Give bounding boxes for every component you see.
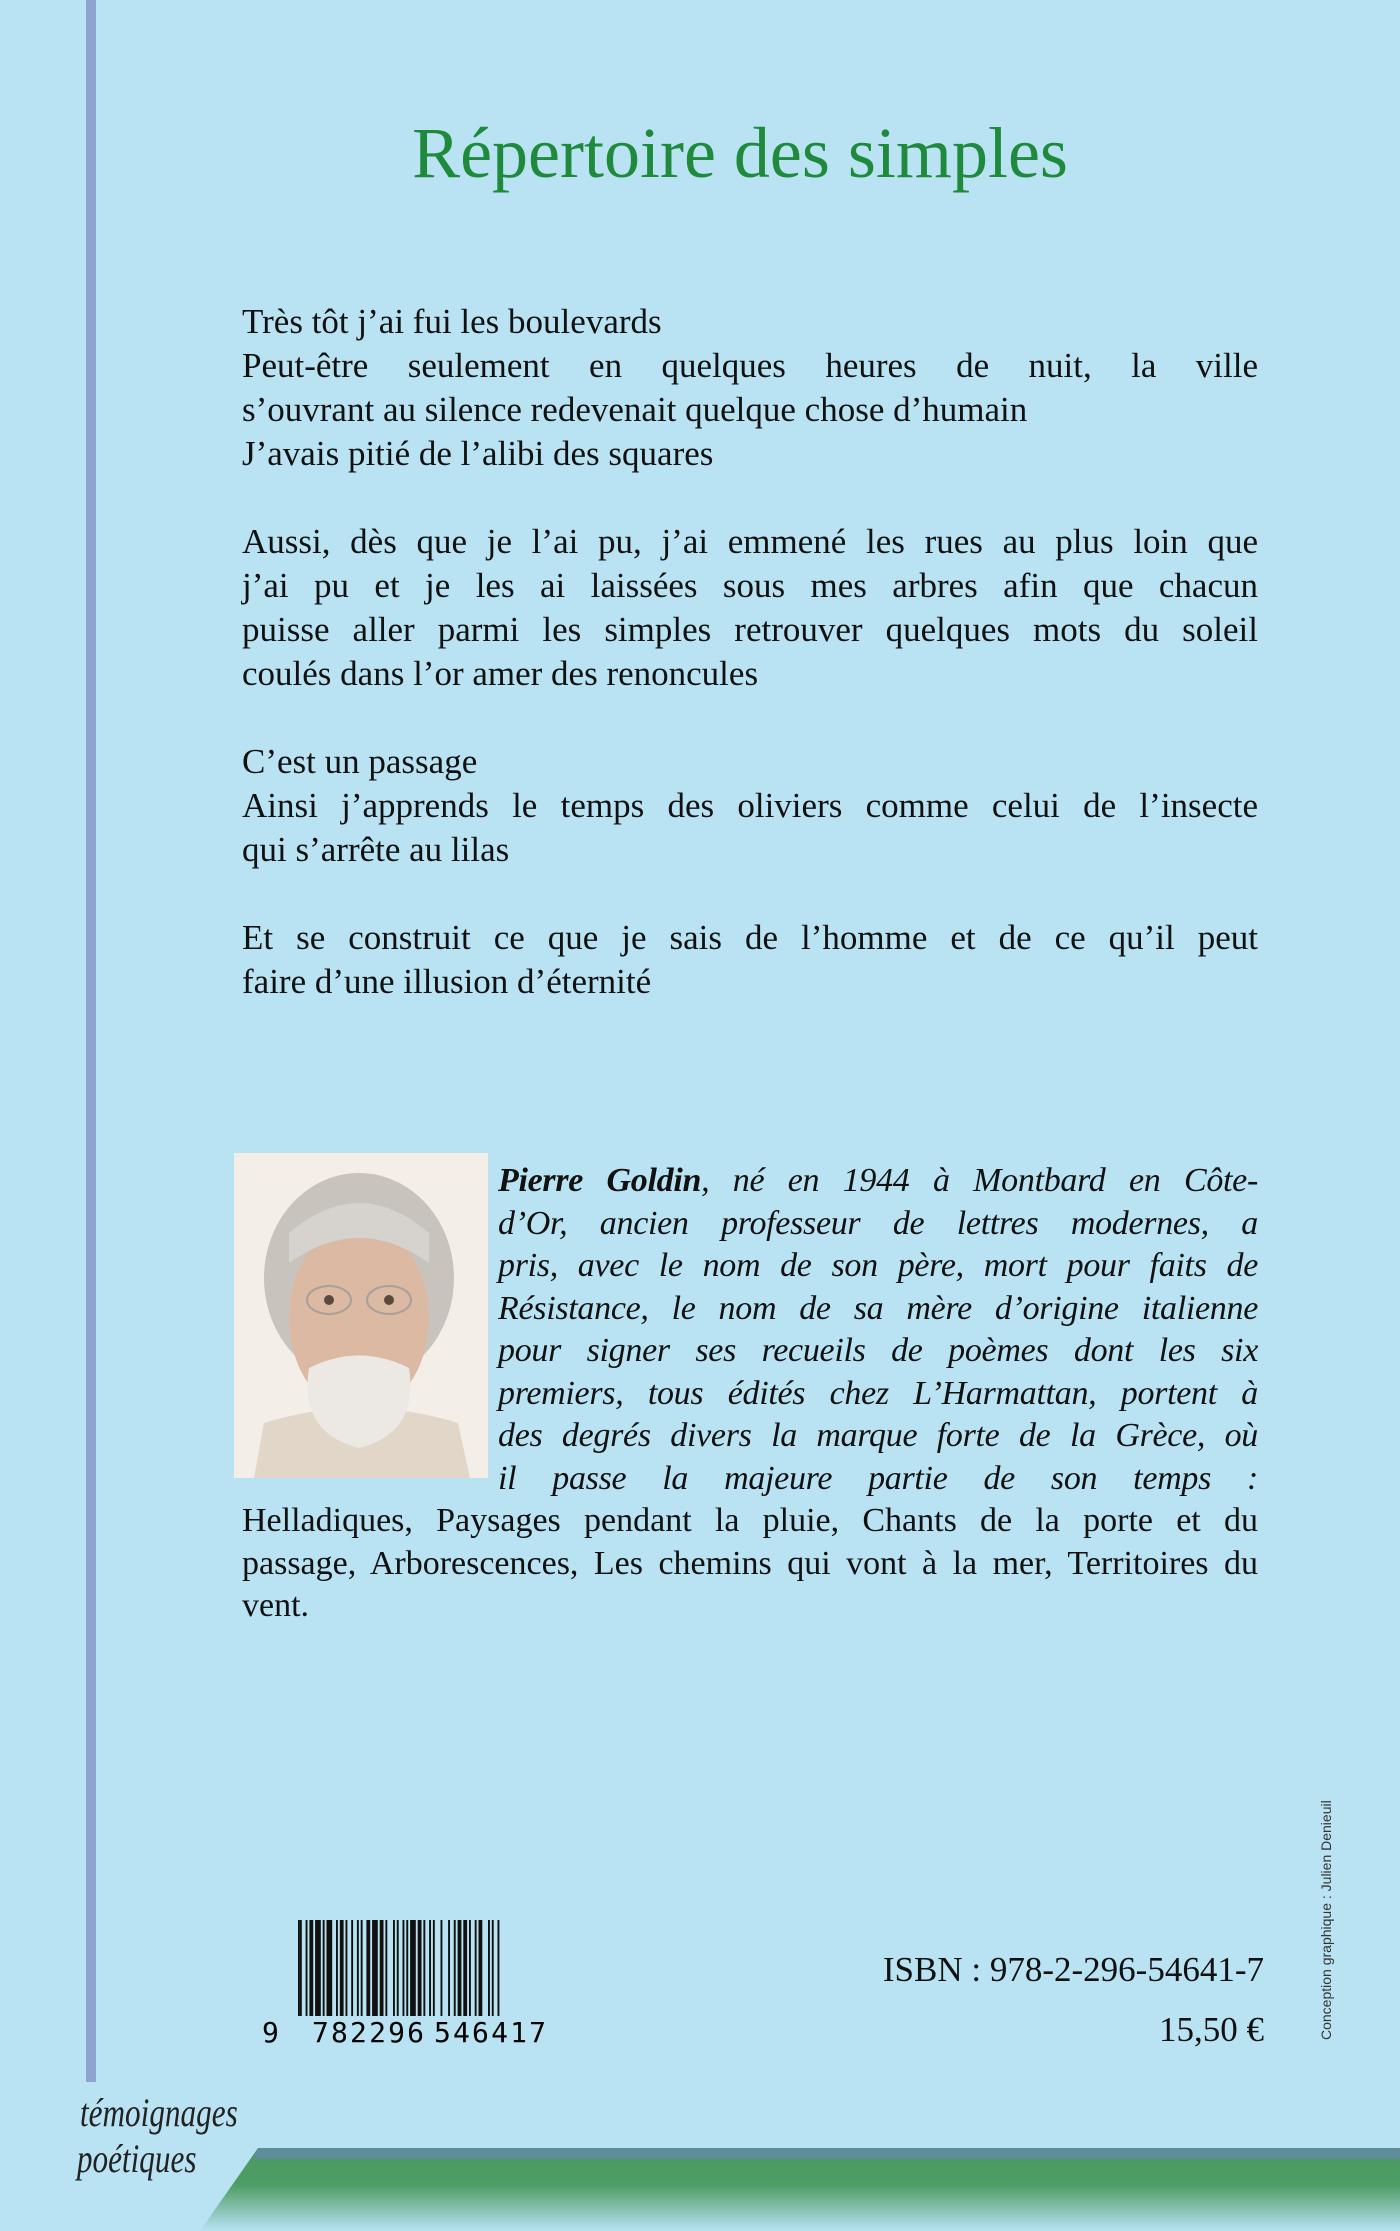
barcode-bar: [479, 1920, 483, 2016]
poem-text: [242, 300, 1258, 1048]
bio-line: pour signer ses recueils de poèmes dont les six: [498, 1332, 1258, 1369]
collection-line-2: poétiques: [76, 2136, 197, 2181]
barcode-bar: [372, 1920, 378, 2016]
bio-line: des degrés divers la marque forte de la Grèce, où: [498, 1417, 1258, 1454]
barcode-bar: [351, 1920, 353, 2016]
barcode-bar: [492, 1920, 494, 2016]
barcode-bar: [423, 1920, 425, 2016]
barcode-bar: [298, 1920, 300, 2016]
poem-line: faire d’une illusion d’éternité: [242, 962, 652, 1001]
barcode-bar: [300, 1920, 302, 2016]
poem-stanza-3: [242, 740, 1258, 872]
barcode-bar: [433, 1920, 435, 2016]
bio-line: premiers, tous édités chez L’Harmattan, portent à: [498, 1374, 1258, 1412]
bio-line: Résistance, le nom de sa mère d’origine italienne: [498, 1289, 1258, 1327]
poem-line: s’ouvrant au silence redevenait quelque chose d’humain: [242, 390, 1028, 429]
poem-line: puisse aller parmi les simples retrouver quelques mots du soleil: [242, 610, 1258, 649]
author-bio: [242, 1160, 1258, 1628]
bio-line: Helladiques, Paysages pendant la pluie, Chants de la porte et du: [242, 1502, 1258, 1539]
barcode-bar: [357, 1920, 359, 2016]
bio-line: pris, avec le nom de son père, mort pour faits de: [498, 1247, 1258, 1284]
poem-line: qui s’arrête au lilas: [242, 830, 510, 869]
collection-line-1: témoignages: [80, 2090, 238, 2135]
barcode-bar: [306, 1920, 308, 2016]
barcode-bar: [410, 1920, 416, 2016]
barcode: [262, 1920, 562, 2045]
bio-line: passage, Arborescences, Les chemins qui vont à la mer, Territoires du: [242, 1544, 1258, 1582]
barcode-bar: [323, 1920, 325, 2016]
price: 15,50 €: [1159, 2010, 1264, 2049]
poem-line: C’est un passage: [242, 742, 478, 781]
barcode-bar: [380, 1920, 384, 2016]
barcode-bar: [346, 1920, 348, 2016]
poem-line: j’ai pu et je les ai laissées sous mes arbres afin que chacun: [242, 566, 1258, 605]
barcode-bar: [441, 1920, 443, 2016]
barcode-bar: [458, 1920, 462, 2016]
bio-line: Pierre Goldin, né en 1944 à Montbard en Côte-: [498, 1162, 1258, 1199]
barcode-bar: [448, 1920, 450, 2016]
poem-line: Très tôt j’ai fui les boulevards: [242, 302, 662, 341]
design-credit: Conception graphique : Julien Denieuil: [1318, 1800, 1334, 2040]
barcode-bar: [327, 1920, 333, 2016]
poem-line: Aussi, dès que je l’ai pu, j’ai emmené les rues au plus loin que: [242, 522, 1258, 561]
barcode-digit-first: 9: [262, 2016, 279, 2045]
poem-line: Peut-être seulement en quelques heures de nuit, la ville: [242, 346, 1258, 385]
left-accent-bar: [86, 0, 96, 2082]
poem-line: coulés dans l’or amer des renoncules: [242, 654, 759, 693]
barcode-bar: [469, 1920, 471, 2016]
bio-line: vent.: [242, 1587, 310, 1624]
barcode-bar: [475, 1920, 477, 2016]
author-name: Pierre Goldin: [498, 1162, 702, 1199]
barcode-bar: [315, 1920, 321, 2016]
barcode-bar: [498, 1920, 500, 2016]
isbn: ISBN : 978-2-296-54641-7: [882, 1950, 1264, 1989]
barcode-bar: [309, 1920, 313, 2016]
barcode-bar: [361, 1920, 363, 2016]
barcode-digits-left: 782296: [312, 2016, 424, 2045]
poem-line: J’avais pitié de l’alibi des squares: [242, 434, 714, 473]
poem-stanza-4: [242, 916, 1258, 1004]
barcode-bar: [406, 1920, 408, 2016]
barcode-bar: [393, 1920, 395, 2016]
barcode-bar: [454, 1920, 456, 2016]
barcode-bar: [488, 1920, 490, 2016]
poem-stanza-2: [242, 520, 1258, 696]
barcode-bar: [385, 1920, 387, 2016]
barcode-digits-right: 546417: [434, 2016, 546, 2045]
poem-stanza-1: [242, 300, 1258, 476]
barcode-bar: [336, 1920, 338, 2016]
bio-line: d’Or, ancien professeur de lettres modernes, a: [498, 1204, 1258, 1242]
poem-line: Ainsi j’apprends le temps des oliviers comme celui de l’insecte: [242, 786, 1258, 825]
collection-logo: [76, 2090, 238, 2182]
barcode-bar: [403, 1920, 405, 2016]
barcode-bar: [366, 1920, 370, 2016]
barcode-bar: [340, 1920, 344, 2016]
poem-line: Et se construit ce que je sais de l’homme et de ce qu’il peut: [242, 918, 1258, 957]
book-title: Répertoire des simples: [412, 113, 1068, 193]
barcode-bar: [418, 1920, 422, 2016]
barcode-bar: [463, 1920, 467, 2016]
barcode-bar: [429, 1920, 431, 2016]
barcode-bar: [397, 1920, 399, 2016]
bio-line: il passe la majeure partie de son temps :: [498, 1459, 1258, 1497]
